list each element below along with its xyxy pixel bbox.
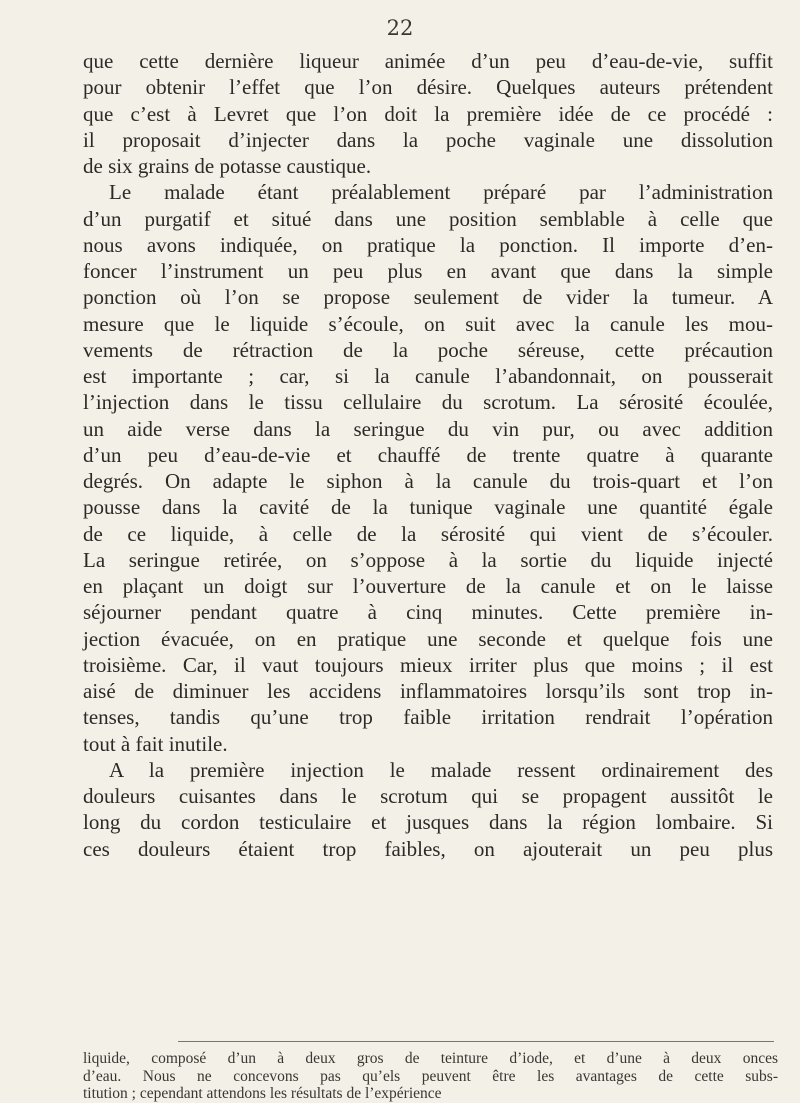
text-line: d’un peu d’eau-de-vie et chauffé de trente quatre à quarante (83, 442, 773, 467)
footnote-divider (178, 1041, 774, 1042)
text-line: est importante ; car, si la canule l’abandonnait, on pousserait (83, 364, 773, 388)
text-line: troisième. Car, il vaut toujours mieux irriter plus que moins ; il est (83, 652, 773, 677)
text-line: jection évacuée, on en pratique une seconde et quelque fois une (83, 626, 773, 651)
text-line: vements de rétraction de la poche séreuse, cette précaution (83, 337, 773, 362)
text-line: que cette dernière liqueur animée d’un peu d’eau-de-vie, suffit (83, 49, 773, 73)
text-line: long du cordon testiculaire et jusques dans la région lombaire. Si (83, 810, 773, 835)
text-line: un aide verse dans la seringue du vin pur, ou avec addition (83, 416, 773, 441)
text-line: de ce liquide, à celle de la sérosité qui vient de s’écouler. (83, 521, 773, 546)
text-line: en plaçant un doigt sur l’ouverture de la canule et on le laisse (83, 574, 773, 598)
text-line: foncer l’instrument un peu plus en avant que dans la simple (83, 259, 773, 283)
text-line: séjourner pendant quatre à cinq minutes. Cette première in- (83, 600, 773, 625)
text-line: tout à fait inutile. (83, 731, 228, 756)
text-line: degrés. On adapte le siphon à la canule du trois-quart et l’on (83, 469, 773, 493)
main-text (83, 48, 773, 862)
text-line: nous avons indiquée, on pratique la ponction. Il importe d’en- (83, 232, 773, 257)
footnote (83, 1050, 778, 1103)
text-line: pour obtenir l’effet que l’on désire. Quelques auteurs prétendent (83, 75, 773, 100)
text-line: il proposait d’injecter dans la poche vaginale une dissolution (83, 127, 773, 152)
text-line: que c’est à Levret que l’on doit la première idée de ce procédé : (83, 101, 773, 126)
text-line: de six grains de potasse caustique. (83, 154, 372, 178)
text-line: mesure que le liquide s’écoule, on suit avec la canule les mou- (83, 311, 773, 336)
footnote-line: liquide, composé d’un à deux gros de teinture d’iode, et d’une à deux onces (83, 1050, 778, 1067)
text-line: l’injection dans le tissu cellulaire du scrotum. La sérosité écoulée, (83, 390, 773, 415)
text-line: pousse dans la cavité de la tunique vaginale une quantité égale (83, 495, 773, 520)
footnote-line: titution ; cependant attendons les résultats de l’expérience (83, 1085, 442, 1102)
text-line: aisé de diminuer les accidens inflammatoires lorsqu’ils sont trop in- (83, 679, 773, 703)
text-line: A la première injection le malade ressent ordinairement des (109, 757, 773, 782)
text-line: ponction où l’on se propose seulement de vider la tumeur. A (83, 285, 773, 310)
text-line: Le malade étant préalablement préparé par l’administration (109, 180, 773, 205)
text-line: tenses, tandis qu’une trop faible irritation rendrait l’opération (83, 705, 773, 730)
text-line: ces douleurs étaient trop faibles, on ajouterait un peu plus (83, 836, 773, 861)
footnote-line: d’eau. Nous ne concevons pas qu’els peuvent être les avantages de cette subs- (83, 1067, 778, 1085)
text-line: douleurs cuisantes dans le scrotum qui se propagent aussitôt le (83, 784, 773, 808)
text-line: La seringue retirée, on s’oppose à la sortie du liquide injecté (83, 547, 773, 572)
text-line: d’un purgatif et situé dans une position semblable à celle que (83, 206, 773, 231)
page-number: 22 (386, 16, 414, 40)
